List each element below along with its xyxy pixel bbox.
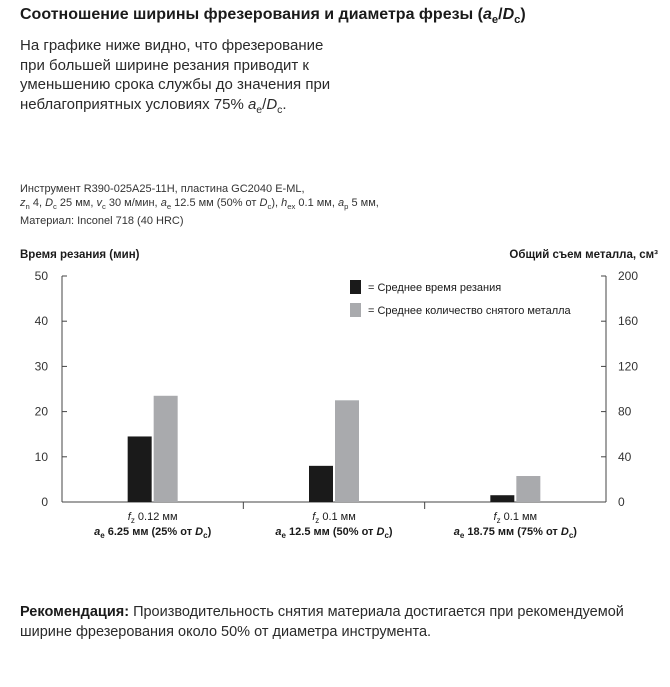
x-tick-label-width xyxy=(94,526,211,540)
params-line-tool: Инструмент R390-025A25-11H, пластина GC2040 E-ML, xyxy=(20,183,305,195)
bar-chart xyxy=(0,240,670,550)
legend-swatch-1 xyxy=(350,280,361,294)
bar-metal-removed-2 xyxy=(335,400,359,502)
diameter-subscript: c xyxy=(203,531,208,540)
bar-cutting-time-2 xyxy=(309,466,333,502)
width-subscript: e xyxy=(281,531,287,540)
legend-label-2: = Среднее количество снятого металла xyxy=(368,305,571,317)
y-left-tick-label: 20 xyxy=(34,404,48,419)
feed-symbol: f xyxy=(127,511,131,523)
bar-cutting-time-3 xyxy=(490,495,514,502)
width-symbol: a xyxy=(453,526,460,538)
x-tick-label-feed xyxy=(312,511,356,525)
width-subscript: e xyxy=(100,531,105,540)
feed-subscript: z xyxy=(315,516,320,525)
y-left-tick-label: 40 xyxy=(34,314,48,329)
y-left-tick-label: 50 xyxy=(34,269,48,283)
y-left-tick-label: 30 xyxy=(34,359,48,374)
diameter-subscript: c xyxy=(384,531,389,540)
params-line-material: Материал: Inconel 718 (40 HRC) xyxy=(20,215,184,228)
intro-paragraph: На графике ниже видно, что фрезерование при большей ширине резания приводит к уменьшению срока службы до значения при неблагоприятных условиях 75% $a_e/D_c$. xyxy=(20,37,331,116)
y-right-tick-label: 40 xyxy=(618,449,632,464)
y-left-tick-label: 0 xyxy=(41,495,48,509)
close-paren: ) xyxy=(573,526,577,538)
y-right-tick-label: 200 xyxy=(618,269,639,283)
width-subscript: e xyxy=(459,531,465,540)
feed-value: 0.1 мм xyxy=(319,511,356,523)
y-left-tick-label: 10 xyxy=(34,449,48,464)
diameter-subscript: c xyxy=(568,531,574,540)
feed-value: 0.12 мм xyxy=(134,511,178,523)
feed-symbol: f xyxy=(312,511,316,523)
diameter-symbol: D xyxy=(560,526,569,538)
recommendation xyxy=(20,602,660,642)
close-paren: ) xyxy=(388,526,393,538)
page-title: Соотношение ширины фрезерования и диаметра фрезы $(a_e/D_c)$ xyxy=(20,6,526,27)
diameter-symbol: D xyxy=(376,526,385,538)
x-tick-label-width xyxy=(454,526,578,540)
test-parameters xyxy=(20,182,620,228)
params-line-cutting-data: $z_n$ 4, $D_c$ 25 мм, $v_c$ 30 м/мин, $a_e$ 12.5 мм (50% от $D_c$), $h_{ex}$ 0.1 мм, $a_p$ 5 мм, xyxy=(20,197,379,212)
feed-value: 0.1 мм xyxy=(500,511,538,523)
bar-metal-removed-1 xyxy=(154,396,178,502)
y-axis-right-label: Общий съем металла, см³ xyxy=(509,249,658,261)
y-right-tick-label: 0 xyxy=(618,495,625,509)
diameter-symbol: D xyxy=(195,526,204,538)
width-value: 12.5 мм (50% от xyxy=(286,526,377,538)
recommendation-label: Рекомендация: xyxy=(20,604,130,620)
x-tick-label-feed xyxy=(494,511,538,525)
width-symbol: a xyxy=(275,526,282,538)
width-value: 6.25 мм (25% от xyxy=(104,526,196,538)
bar-metal-removed-3 xyxy=(516,476,540,502)
legend-swatch-2 xyxy=(350,303,361,317)
feed-subscript: z xyxy=(496,516,501,525)
y-right-tick-label: 80 xyxy=(618,404,632,419)
bar-cutting-time-1 xyxy=(128,436,152,502)
feed-symbol: f xyxy=(493,511,497,523)
x-tick-label-feed xyxy=(128,511,178,525)
width-symbol: a xyxy=(94,526,101,538)
legend-label-1: = Среднее время резания xyxy=(368,282,502,294)
x-tick-label-width xyxy=(275,526,392,540)
recommendation-text: Производительность снятия материала достигается при рекомендуемой ширине фрезерования около 50% от диаметра инструмента. xyxy=(20,604,624,640)
close-paren: ) xyxy=(207,526,212,538)
width-value: 18.75 мм (75% от xyxy=(464,526,561,538)
y-right-tick-label: 160 xyxy=(618,314,639,329)
y-right-tick-label: 120 xyxy=(618,359,639,374)
y-axis-left-label: Время резания (мин) xyxy=(20,249,140,261)
feed-subscript: z xyxy=(130,516,135,525)
